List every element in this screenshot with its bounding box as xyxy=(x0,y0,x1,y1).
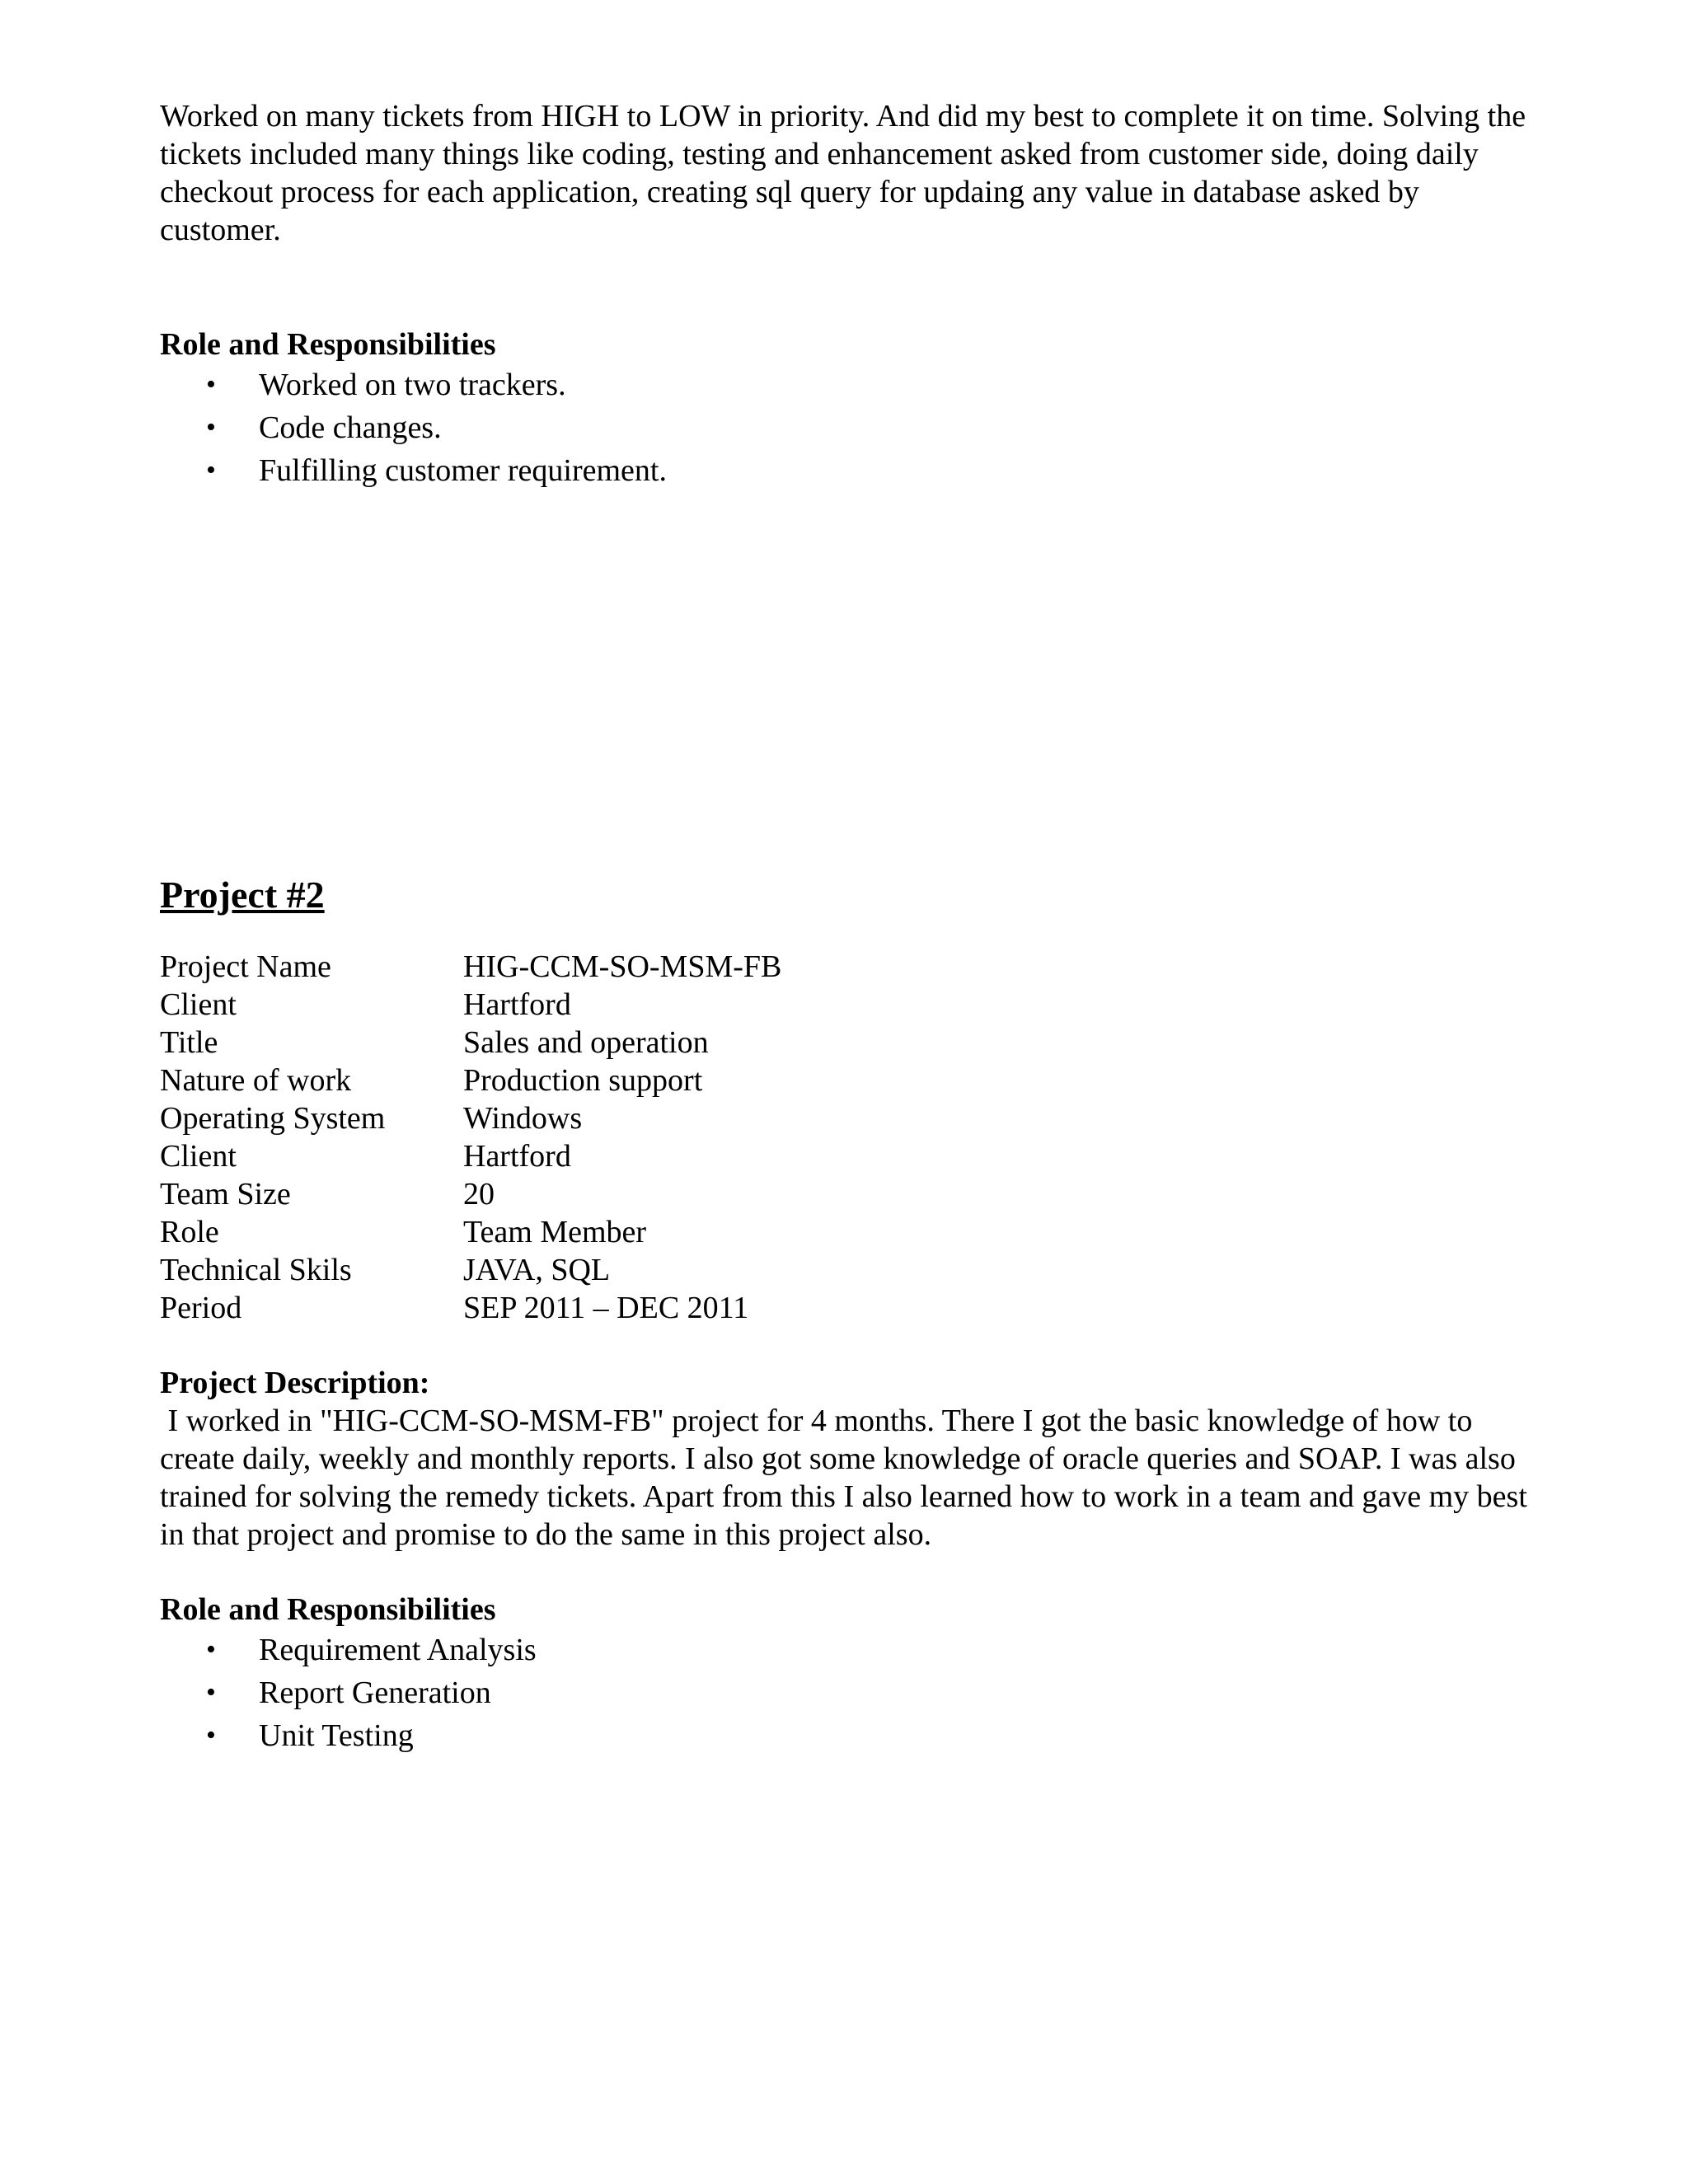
detail-label: Operating System xyxy=(160,1101,386,1136)
detail-row-team-size xyxy=(160,1175,781,1213)
detail-value: Hartford xyxy=(463,1139,571,1174)
bullet-icon: • xyxy=(206,369,216,400)
detail-label: Period xyxy=(160,1291,242,1325)
detail-label: Technical Skils xyxy=(160,1253,352,1287)
list-item xyxy=(160,1671,537,1714)
list-item-text: Unit Testing xyxy=(259,1718,414,1753)
detail-row-client-2 xyxy=(160,1137,781,1175)
list-item-text: Code changes. xyxy=(259,410,442,445)
detail-value: JAVA, SQL xyxy=(463,1253,611,1287)
roles-list-2 xyxy=(160,1629,537,1757)
bullet-icon: • xyxy=(206,1634,216,1665)
detail-value: 20 xyxy=(463,1177,495,1212)
detail-row-project-name xyxy=(160,948,781,986)
list-item-text: Fulfilling customer requirement. xyxy=(259,453,667,488)
bullet-icon: • xyxy=(206,455,216,485)
list-item xyxy=(160,1629,537,1671)
detail-value: Windows xyxy=(463,1101,583,1136)
detail-label: Client xyxy=(160,1139,237,1174)
list-item-text: Worked on two trackers. xyxy=(259,368,566,402)
detail-label: Nature of work xyxy=(160,1063,352,1098)
detail-value: HIG-CCM-SO-MSM-FB xyxy=(463,949,782,984)
detail-row-client xyxy=(160,986,781,1024)
intro-paragraph: Worked on many tickets from HIGH to LOW in priority. And did my best to complete it on time. Solving the tickets included many things like coding, testing and enhancement asked from customer side, doing daily checkout process for each application, creating sql query for updaing any value in database asked by customer. xyxy=(160,99,1526,247)
detail-label: Project Name xyxy=(160,949,331,984)
list-item-text: Requirement Analysis xyxy=(259,1633,537,1667)
project-description-text: I worked in "HIG-CCM-SO-MSM-FB" project for 4 months. There I got the basic knowledge of how to create daily, weekly and monthly reports. I also got some knowledge of oracle queries and SOAP. I was also trained for solving the remedy tickets. Apart from this I also learned how to work in a team and gave my best in that project and promise to do the same in this project also. xyxy=(160,1404,1536,1552)
detail-label: Team Size xyxy=(160,1177,291,1212)
roles-list-1 xyxy=(160,363,667,492)
roles-heading-2: Role and Responsibilities xyxy=(160,1592,496,1627)
list-item xyxy=(160,406,667,449)
bullet-icon: • xyxy=(206,1677,216,1708)
detail-value: Team Member xyxy=(463,1215,647,1249)
detail-row-period xyxy=(160,1289,781,1327)
project-description-heading: Project Description: xyxy=(160,1366,430,1400)
bullet-icon: • xyxy=(206,412,216,443)
project-title: Project #2 xyxy=(160,874,325,916)
list-item xyxy=(160,1714,537,1757)
detail-label: Title xyxy=(160,1025,218,1060)
detail-row-title xyxy=(160,1024,781,1062)
detail-row-nature-of-work xyxy=(160,1062,781,1099)
detail-value: Production support xyxy=(463,1063,703,1098)
detail-value: Hartford xyxy=(463,987,571,1022)
detail-label: Role xyxy=(160,1215,219,1249)
list-item-text: Report Generation xyxy=(259,1675,491,1710)
project-details xyxy=(160,948,781,1327)
detail-label: Client xyxy=(160,987,237,1022)
roles-heading-1: Role and Responsibilities xyxy=(160,327,496,362)
detail-row-technical-skills xyxy=(160,1251,781,1289)
detail-value: SEP 2011 – DEC 2011 xyxy=(463,1291,749,1325)
list-item xyxy=(160,449,667,492)
bullet-icon: • xyxy=(206,1720,216,1750)
detail-row-operating-system xyxy=(160,1099,781,1137)
detail-value: Sales and operation xyxy=(463,1025,709,1060)
list-item xyxy=(160,363,667,406)
detail-row-role xyxy=(160,1213,781,1251)
